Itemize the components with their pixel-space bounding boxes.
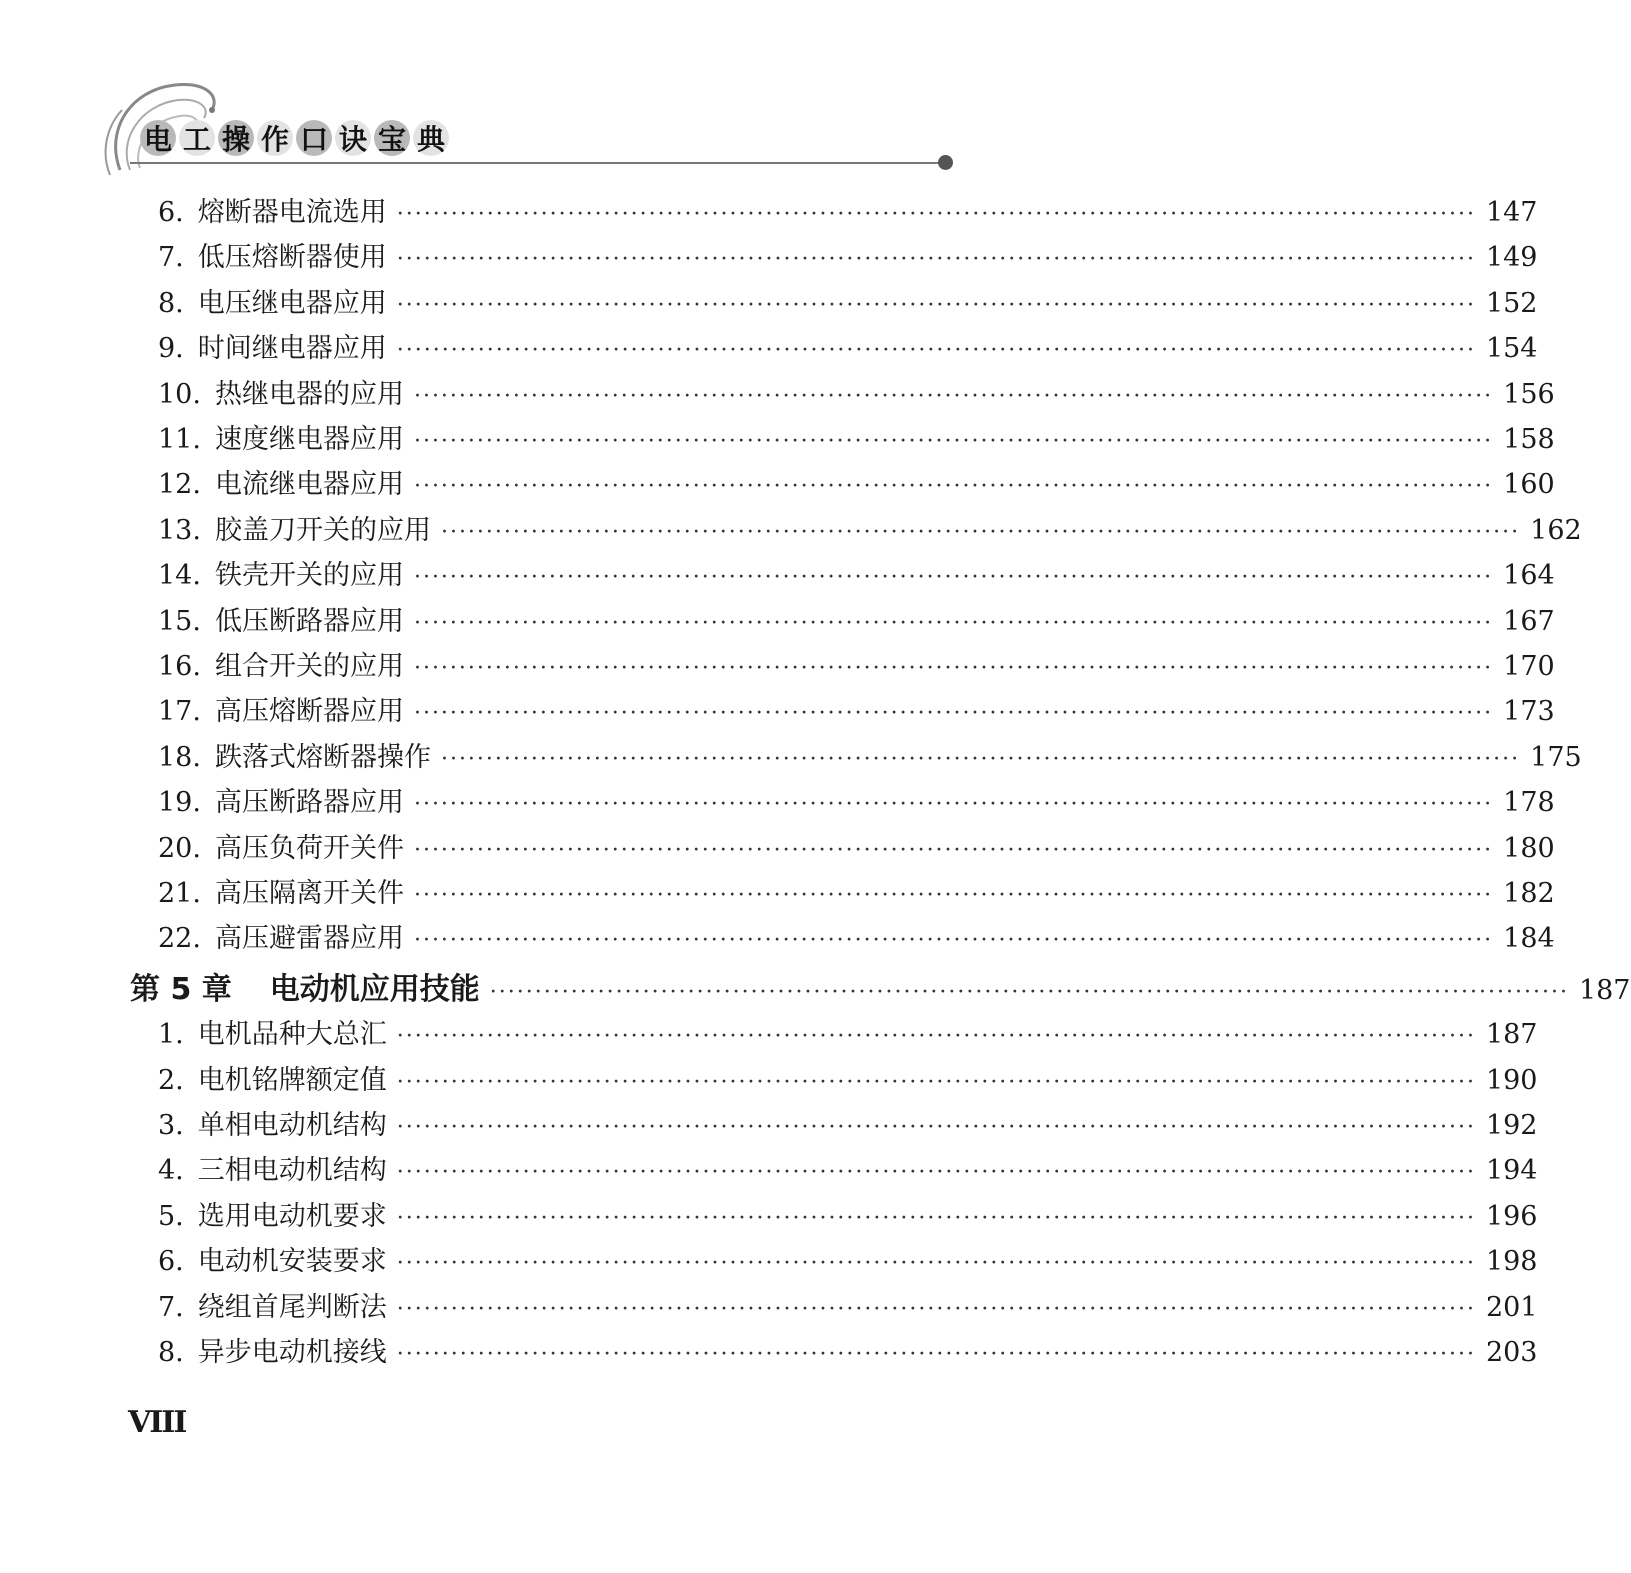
toc-leader-dots: ························································································································ [413, 837, 1494, 863]
toc-entry-number: 12. [158, 469, 201, 501]
toc-page-number: 201 [1485, 1291, 1538, 1323]
toc-row [158, 829, 1555, 869]
toc-entry-title: 高压断路器应用 [214, 787, 404, 819]
toc-page-number: 170 [1503, 651, 1555, 682]
toc-entry-label [158, 465, 404, 505]
toc-row [158, 1197, 1538, 1237]
toc-leader-dots: ························································································································ [413, 656, 1494, 681]
toc-entry-number: 8. [158, 287, 184, 319]
toc-entry-title: 组合开关的应用 [214, 651, 404, 682]
toc-entry-title: 低压断路器应用 [214, 605, 404, 637]
toc-entry-number: 6. [158, 197, 184, 228]
toc-entry-number: 18. [158, 741, 201, 773]
toc-entry-label [158, 919, 404, 959]
toc-page-number: 147 [1485, 197, 1538, 228]
toc-entry-title: 电动机应用技能 [269, 971, 480, 1007]
toc-leader-dots: ························································································································ [396, 338, 1476, 364]
toc-row [158, 602, 1555, 642]
toc-row [158, 919, 1555, 959]
book-title-char: 宝 [374, 120, 410, 156]
toc-leader-dots: ························································································································ [396, 1205, 1476, 1231]
toc-page-number: 190 [1485, 1064, 1538, 1096]
toc-row [158, 284, 1538, 324]
toc-leader-dots: ························································································································ [413, 565, 1494, 591]
toc-entry-title: 高压负荷开关件 [214, 832, 404, 864]
toc-page-number: 182 [1503, 878, 1555, 909]
toc-row [158, 193, 1538, 233]
book-title-char: 作 [257, 120, 293, 156]
toc-entry-label [158, 511, 431, 551]
toc-leader-dots: ························································································································ [440, 746, 1521, 772]
toc-page-number: 154 [1485, 333, 1538, 365]
toc-entry-number: 7. [158, 1291, 184, 1323]
toc-entry-label [158, 1288, 387, 1328]
toc-leader-dots: ························································································································ [396, 1342, 1476, 1367]
toc-entry-title: 时间继电器应用 [197, 333, 387, 365]
toc-entry-label [158, 420, 404, 460]
toc-entry-label [130, 970, 480, 1010]
toc-page-number: 184 [1503, 923, 1555, 955]
toc-entry-label [158, 329, 387, 369]
toc-page-number: 198 [1485, 1246, 1538, 1278]
toc-row [158, 1106, 1538, 1146]
toc-entry-title: 电动机安装要求 [197, 1246, 387, 1278]
toc-entry-title: 铁壳开关的应用 [214, 560, 404, 592]
toc-entry-number: 1. [158, 1019, 184, 1051]
toc-leader-dots: ························································································································ [396, 292, 1476, 318]
toc-page-number: 152 [1485, 287, 1538, 319]
header-rule [130, 162, 948, 164]
toc-entry-number: 7. [158, 242, 184, 274]
book-title-char: 诀 [335, 120, 371, 156]
toc-row [158, 511, 1582, 551]
toc-row [158, 329, 1538, 369]
book-title-char: 口 [296, 120, 332, 156]
toc-page-number: 192 [1485, 1110, 1538, 1141]
toc-row [158, 420, 1555, 460]
toc-page-number: 173 [1503, 696, 1555, 728]
toc-entry-title: 低压熔断器使用 [197, 242, 387, 274]
toc-leader-dots: ························································································································ [396, 1024, 1476, 1050]
toc-entry-number: 20. [158, 832, 201, 864]
toc-page-number: 178 [1503, 787, 1555, 819]
toc-entry-number: 第 5 章 [130, 971, 232, 1007]
toc-page-number: 175 [1530, 741, 1582, 773]
toc-entry-label [158, 692, 404, 732]
toc-entry-number: 11. [158, 424, 201, 455]
toc-leader-dots: ························································································································ [396, 1160, 1476, 1186]
toc-entry-label [158, 1015, 387, 1055]
toc-entry-number: 5. [158, 1200, 184, 1232]
toc-entry-title: 速度继电器应用 [214, 424, 404, 455]
toc-page-number: 149 [1485, 242, 1538, 274]
toc-entry-title: 熔断器电流选用 [197, 197, 387, 228]
toc-entry-label [158, 738, 431, 778]
toc-entry-title: 选用电动机要求 [197, 1200, 387, 1232]
toc-row [158, 1288, 1538, 1328]
toc-leader-dots: ························································································································ [413, 928, 1494, 954]
toc-row [158, 1061, 1538, 1101]
toc-entry-number: 17. [158, 696, 201, 728]
toc-entry-title: 异步电动机接线 [197, 1337, 387, 1368]
toc-entry-number: 15. [158, 605, 201, 637]
toc-page-number: 167 [1503, 605, 1555, 637]
book-title-char: 操 [218, 120, 254, 156]
toc-entry-label [158, 375, 404, 415]
toc-entry-label [158, 829, 404, 869]
toc-row [158, 874, 1555, 914]
toc-page-number: 158 [1503, 424, 1555, 455]
toc-entry-label [158, 1333, 387, 1373]
toc-entry-label [158, 1106, 387, 1146]
toc-row [158, 465, 1555, 505]
toc-entry-number: 2. [158, 1064, 184, 1096]
toc-leader-dots: ························································································································ [413, 383, 1494, 409]
toc-row [158, 556, 1555, 596]
toc-leader-dots: ························································································································ [413, 474, 1494, 500]
toc-entry-label [158, 602, 404, 642]
toc-entry-label [158, 193, 387, 233]
toc-entry-label [158, 1242, 387, 1282]
toc-entry-label [158, 647, 404, 687]
header-rule-dot-icon [938, 155, 953, 170]
toc-leader-dots: ························································································································ [413, 701, 1494, 727]
toc-entry-label [158, 1061, 387, 1101]
toc-row [158, 692, 1555, 732]
page-folio: VIII [128, 1405, 186, 1440]
toc-leader-dots: ························································································································ [413, 610, 1494, 636]
book-title-char: 典 [413, 120, 449, 156]
toc-page-number: 194 [1485, 1155, 1538, 1187]
toc-row [158, 238, 1538, 278]
toc-page-number: 162 [1530, 514, 1582, 546]
toc-row [158, 1015, 1538, 1055]
toc-entry-number: 21. [158, 878, 201, 909]
toc-entry-number: 3. [158, 1110, 184, 1141]
toc-row [158, 783, 1555, 823]
toc-entry-number: 19. [158, 787, 201, 819]
toc-entry-title: 高压隔离开关件 [214, 878, 404, 909]
toc-entry-number: 6. [158, 1246, 184, 1278]
toc-page-number: 160 [1503, 469, 1555, 501]
book-title-char: 工 [179, 120, 215, 156]
toc-chapter-row [130, 970, 1631, 1010]
toc-entry-number: 10. [158, 378, 201, 410]
toc-entry-title: 单相电动机结构 [197, 1110, 387, 1141]
toc-row [158, 647, 1555, 687]
toc-leader-dots: ························································································································ [396, 1251, 1476, 1277]
toc-entry-title: 高压避雷器应用 [214, 923, 404, 955]
toc-leader-dots: ························································································································ [413, 792, 1494, 818]
toc-leader-dots: ························································································································ [413, 429, 1494, 454]
toc-entry-label [158, 1197, 387, 1237]
toc-leader-dots: ························································································································ [440, 519, 1521, 545]
toc-page-number: 203 [1485, 1337, 1538, 1368]
toc-entry-title: 三相电动机结构 [197, 1155, 387, 1187]
toc-row [158, 1151, 1538, 1191]
toc-entry-title: 电压继电器应用 [197, 287, 387, 319]
toc-entry-number: 8. [158, 1337, 184, 1368]
toc-entry-label [158, 284, 387, 324]
toc-entry-title: 电机品种大总汇 [197, 1019, 387, 1051]
toc-entry-number: 14. [158, 560, 201, 592]
toc-leader-dots: ························································································································ [489, 979, 1569, 1005]
toc-leader-dots: ························································································································ [396, 247, 1476, 273]
toc-entry-number: 16. [158, 651, 201, 682]
toc-entry-number: 13. [158, 514, 201, 546]
toc-row [158, 375, 1555, 415]
toc-entry-label [158, 556, 404, 596]
toc-entry-label [158, 1151, 387, 1191]
toc-entry-label [158, 874, 404, 914]
book-title [140, 120, 449, 156]
toc-row [158, 738, 1582, 778]
toc-leader-dots: ························································································································ [396, 202, 1476, 227]
toc-entry-label [158, 238, 387, 278]
toc-page-number: 187 [1578, 974, 1631, 1006]
toc-entry-number: 22. [158, 923, 201, 955]
toc-row [158, 1333, 1538, 1373]
toc-entry-title: 电流继电器应用 [214, 469, 404, 501]
book-title-char: 电 [140, 120, 176, 156]
toc-page-number: 187 [1485, 1019, 1538, 1051]
toc-entry-title: 热继电器的应用 [214, 378, 404, 410]
toc-entry-title: 跌落式熔断器操作 [214, 741, 431, 773]
toc-page-number: 196 [1485, 1200, 1538, 1232]
toc-page-number: 156 [1503, 378, 1555, 410]
toc-leader-dots: ························································································································ [396, 1069, 1476, 1095]
toc-entry-number: 9. [158, 333, 184, 365]
toc-leader-dots: ························································································································ [413, 883, 1494, 908]
toc-row [158, 1242, 1538, 1282]
toc-entry-title: 胶盖刀开关的应用 [214, 514, 431, 546]
toc-leader-dots: ························································································································ [396, 1296, 1476, 1322]
toc-entry-number: 4. [158, 1155, 184, 1187]
toc-page-number: 180 [1503, 832, 1555, 864]
toc-entry-title: 高压熔断器应用 [214, 696, 404, 728]
toc-entry-label [158, 783, 404, 823]
toc-page-number: 164 [1503, 560, 1555, 592]
toc-leader-dots: ························································································································ [396, 1115, 1476, 1140]
toc-entry-title: 电机铭牌额定值 [197, 1064, 387, 1096]
toc-entry-title: 绕组首尾判断法 [197, 1291, 387, 1323]
running-header [100, 70, 980, 190]
